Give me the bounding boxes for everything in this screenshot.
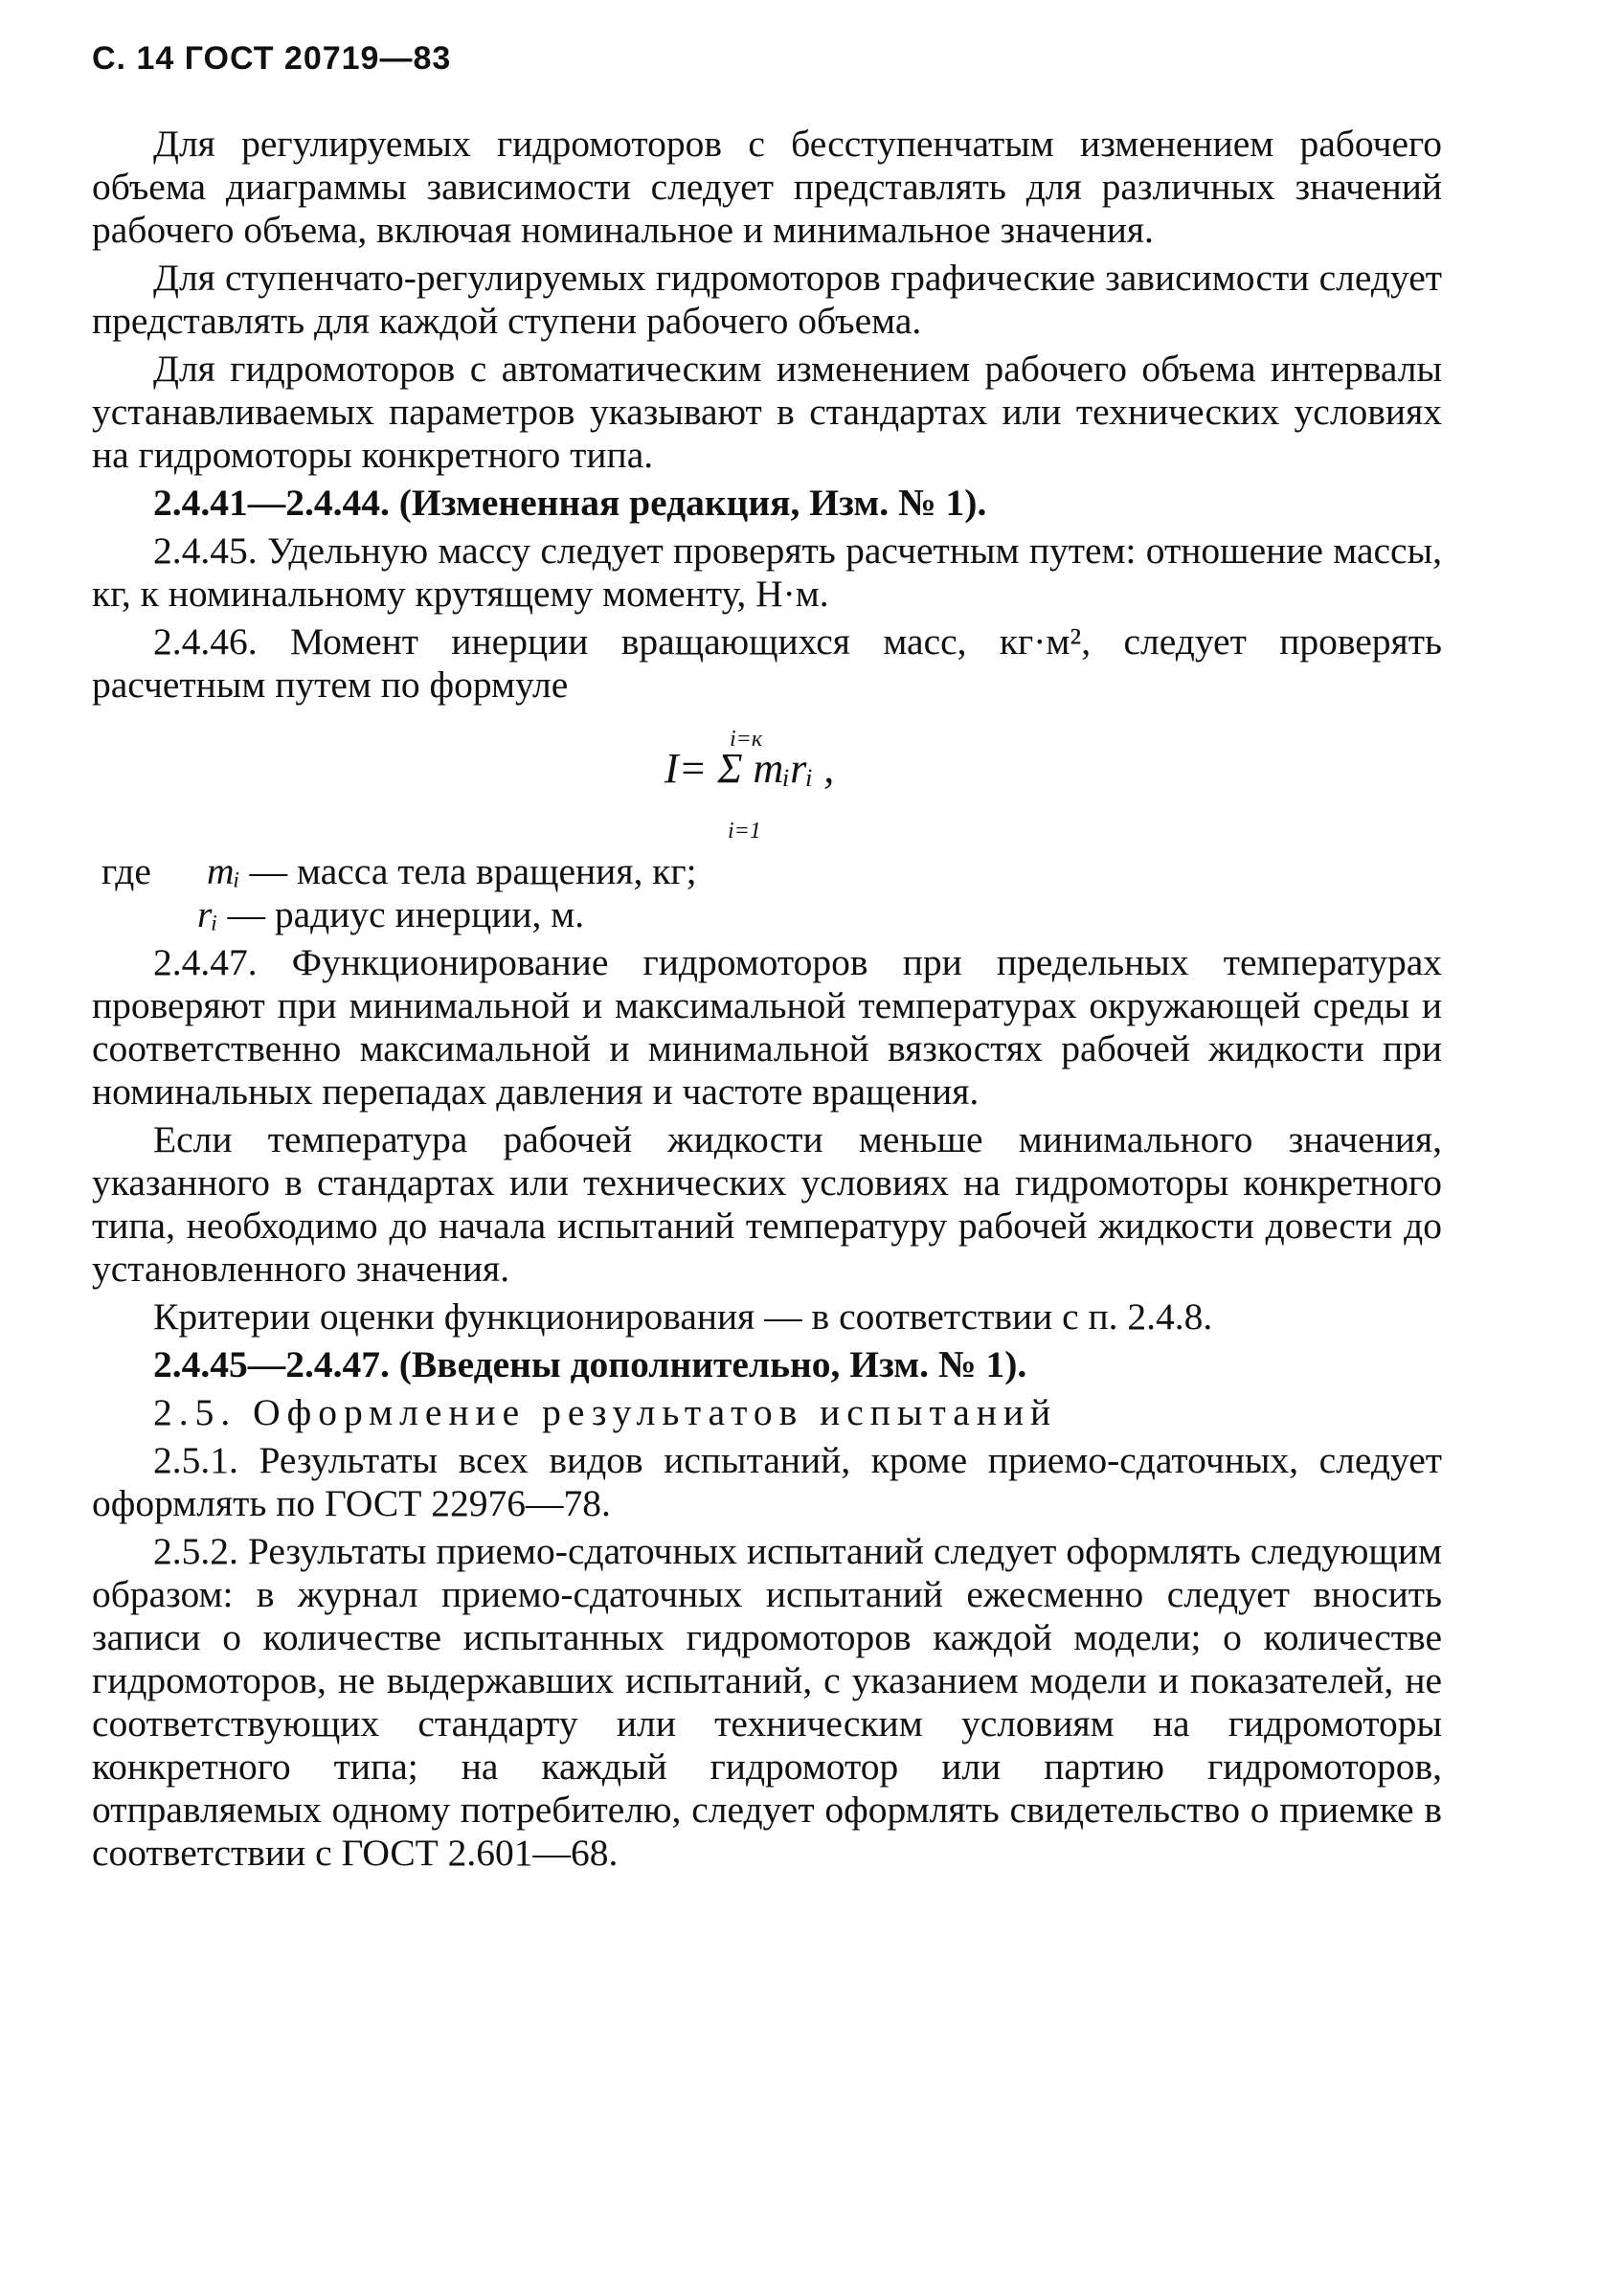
inertia-formula: [92, 718, 1442, 844]
paragraph-2-4-46: 2.4.46. Момент инерции вращающихся масс, кг·м², следует проверять расчетным путем по формуле: [92, 620, 1442, 706]
paragraph-2-5-2: 2.5.2. Результаты приемо-сдаточных испытаний следует оформлять следующим образом: в журнал приемо-сдаточных испытаний ежесменно следует вносить записи о количестве испытанных гидромоторов каждой модели; о количестве гидромоторов, не выдержавших испытаний, с указанием модели и показателей, не соответствующих стандарту или техническим условиям на гидромоторы конкретного типа; на каждый гидромотор или партию гидромоторов, отправляемых одному потребителю, следует оформлять свидетельство о приемке в соответствии с ГОСТ 2.601—68.: [92, 1530, 1442, 1874]
formula-legend: [92, 850, 1442, 936]
page-header: С. 14 ГОСТ 20719—83: [92, 40, 452, 77]
legend-symbol-r: rᵢ: [197, 893, 218, 935]
paragraph-temperature: Если температура рабочей жидкости меньше минимального значения, указанного в стандартах или технических условиях на гидромоторы конкретного типа, необходимо до начала испытаний температуру рабочей жидкости довести до установленного значения.: [92, 1118, 1442, 1290]
formula-expression: I= Σ mᵢrᵢ ,: [665, 745, 835, 792]
section-heading-2-5: 2.5. Оформление результатов испытаний: [153, 1391, 1058, 1433]
legend-symbol-m: mᵢ: [207, 850, 240, 892]
legend-definition-r: — радиус инерции, м.: [227, 893, 585, 935]
paragraph-2-5-1: 2.5.1. Результаты всех видов испытаний, кроме приемо-сдаточных, следует оформлять по ГОСТ 22976—78.: [92, 1439, 1442, 1524]
legend-row-mass: [92, 850, 1442, 893]
formula-upper-limit: i=к: [730, 727, 763, 752]
legend-row-radius: [92, 893, 1442, 936]
paragraph-regulated-motors: Для регулируемых гидромоторов с бесступенчатым изменением рабочего объема диаграммы зависимости следует представлять для различных значений рабочего объема, включая номинальное и минимальное значения.: [92, 123, 1442, 251]
paragraph-2-4-45: 2.4.45. Удельную массу следует проверять расчетным путем: отношение массы, кг, к номинальному крутящему моменту, Н·м.: [92, 529, 1442, 615]
amendment-note-1: 2.4.41—2.4.44. (Измененная редакция, Изм. № 1).: [153, 482, 987, 524]
document-body: [92, 123, 1442, 1880]
amendment-note-2: 2.4.45—2.4.47. (Введены дополнительно, Изм. № 1).: [153, 1343, 1027, 1385]
legend-definition-m: — масса тела вращения, кг;: [249, 850, 697, 892]
paragraph-2-4-47: 2.4.47. Функционирование гидромоторов при предельных температурах проверяют при минимальной и максимальной температурах окружающей среды и соответственно максимальной и минимальной вязкостях рабочей жидкости при номинальных перепадах давления и частоте вращения.: [92, 941, 1442, 1113]
paragraph-criteria: Критерии оценки функционирования — в соответствии с п. 2.4.8.: [153, 1295, 1213, 1338]
legend-label: где: [101, 850, 151, 892]
paragraph-automatic-motors: Для гидромоторов с автоматическим изменением рабочего объема интервалы устанавливаемых параметров указывают в стандартах или технических условиях на гидромоторы конкретного типа.: [92, 348, 1442, 476]
paragraph-stepped-motors: Для ступенчато-регулируемых гидромоторов графические зависимости следует представлять для каждой ступени рабочего объема.: [92, 257, 1442, 342]
formula-lower-limit: i=1: [728, 819, 761, 844]
